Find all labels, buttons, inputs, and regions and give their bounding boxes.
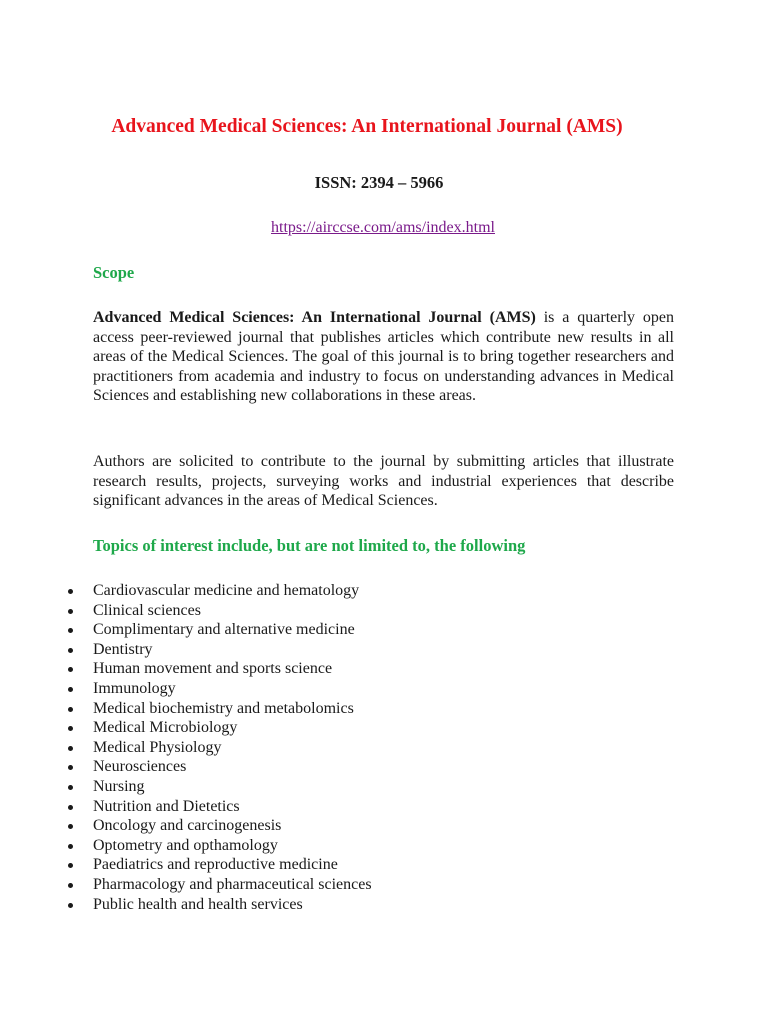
topic-label: Cardiovascular medicine and hematology xyxy=(93,582,360,599)
topic-list-item xyxy=(0,679,372,699)
topic-list-item xyxy=(0,620,372,640)
bullet-icon xyxy=(68,746,73,751)
bullet-icon xyxy=(68,844,73,849)
bullet-icon xyxy=(68,785,73,790)
scope-paragraph-1-text: is a quarterly open access peer-reviewed journal that publishes articles which contribute new results in all areas of the Medical Sciences. The goal of this journal is to bring together researchers and practitioners from academia and industry to focus on understanding advances in Medical Sciences and establishing new collaborations in these areas. xyxy=(93,309,675,405)
topic-label: Optometry and opthamology xyxy=(93,836,278,854)
scope-heading: Scope xyxy=(93,263,135,282)
bullet-icon xyxy=(68,726,73,731)
bullet-icon xyxy=(68,765,73,770)
topic-list-item xyxy=(0,699,372,719)
bullet-icon xyxy=(68,667,73,672)
paragraph-space xyxy=(482,309,490,326)
journal-url-link[interactable]: https://airccse.com/ams/index.html xyxy=(271,219,495,236)
scope-paragraph-2: Authors are solicited to contribute to the journal by submitting articles that illustrate research results, projects, surveying works and industrial experiences that describe significant advances in the areas of Medical Sciences. xyxy=(93,453,674,510)
scope-paragraph-1 xyxy=(93,308,674,406)
topic-label: Dentistry xyxy=(93,640,153,658)
issn-line: ISSN: 2394 – 5966 xyxy=(314,173,444,192)
topic-list-item xyxy=(0,757,372,777)
topic-label: Neurosciences xyxy=(93,758,187,776)
journal-abbrev-bold: (AMS) xyxy=(489,309,536,326)
topic-label: Oncology and carcinogenesis xyxy=(93,817,282,835)
topics-heading: Topics of interest include, but are not limited to, the following xyxy=(93,536,526,555)
topic-label: Nursing xyxy=(93,777,145,795)
bullet-icon xyxy=(68,863,73,868)
bullet-icon xyxy=(68,589,73,594)
bullet-icon xyxy=(68,824,73,829)
topic-label: Medical biochemistry and metabolomics xyxy=(93,699,354,717)
topic-label: Pharmacology and pharmaceutical sciences xyxy=(93,875,372,893)
topic-list-item xyxy=(0,718,372,738)
topic-label: Human movement and sports science xyxy=(93,660,333,678)
topic-list-item xyxy=(0,601,372,621)
topic-label: Paediatrics and reproductive medicine xyxy=(93,856,338,874)
bullet-icon xyxy=(68,687,73,692)
journal-title: Advanced Medical Sciences: An International Journal (AMS) xyxy=(111,116,623,137)
journal-name-bold: Advanced Medical Sciences: An International Journal xyxy=(93,309,482,326)
bullet-icon xyxy=(68,805,73,810)
topic-list-item xyxy=(0,855,372,875)
topic-list-item xyxy=(0,797,372,817)
topic-list-item xyxy=(0,659,372,679)
topic-label: Medical Microbiology xyxy=(93,719,238,737)
bullet-icon xyxy=(68,903,73,908)
bullet-icon xyxy=(68,883,73,888)
topic-list-item xyxy=(0,777,372,797)
bullet-icon xyxy=(68,628,73,633)
topic-label: Clinical sciences xyxy=(93,601,201,619)
topic-list-item xyxy=(0,836,372,856)
topic-label: Medical Physiology xyxy=(93,738,222,756)
topic-list-item xyxy=(0,895,372,915)
topic-label: Public health and health services xyxy=(93,895,303,913)
topic-list-item xyxy=(0,816,372,836)
topic-list-item xyxy=(0,738,372,758)
topic-label: Complimentary and alternative medicine xyxy=(93,621,355,639)
topic-label: Nutrition and Dietetics xyxy=(93,797,240,815)
topics-list xyxy=(0,581,372,914)
bullet-icon xyxy=(68,609,73,614)
bullet-icon xyxy=(68,648,73,653)
topic-list-item xyxy=(0,640,372,660)
topic-list-item xyxy=(0,581,372,601)
topic-list-item xyxy=(0,875,372,895)
topic-label: Immunology xyxy=(93,679,176,697)
bullet-icon xyxy=(68,707,73,712)
